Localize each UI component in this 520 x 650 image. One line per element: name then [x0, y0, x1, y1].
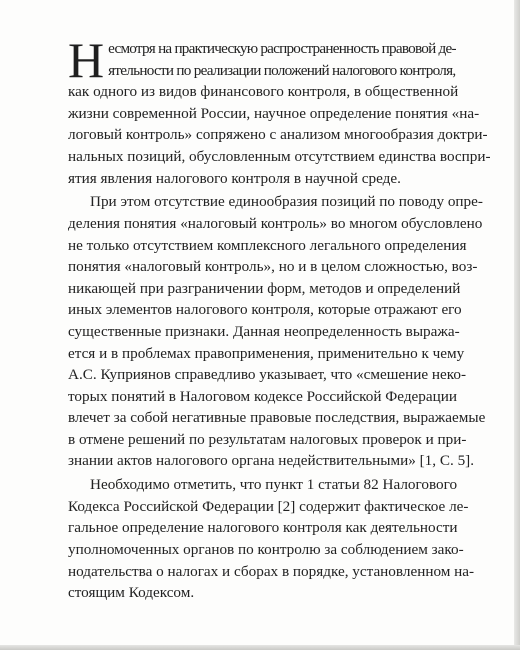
paragraph-2 — [68, 191, 496, 472]
paragraph-line: логовый контроль» сопряжено с анализом многообразия доктри- — [68, 126, 488, 144]
paragraph-line: понятия «налоговый контроль», но и в целом сложностью, воз- — [68, 258, 478, 276]
paragraph-line: торых понятий в Налоговом кодексе Российской Федерации — [68, 387, 458, 405]
paragraph-line: знании актов налогового органа недействительными» [1, С. 5]. — [68, 452, 475, 470]
paragraph-line: Необходимо отметить, что пункт 1 статьи 82 Налогового — [90, 476, 458, 494]
page-bottom-shadow — [0, 645, 520, 650]
paragraph-line: есмотря на практическую распространенность правовой де- — [108, 40, 456, 57]
paragraph-line: А.С. Куприянов справедливо указывает, что «смешение неко- — [68, 366, 467, 384]
drop-cap-letter: Н — [68, 32, 105, 88]
paragraph-line: нодательства о налогах и сборах в порядке, установленном на- — [68, 562, 475, 580]
paragraph-line: жизни современной России, научное определение понятия «на- — [68, 104, 480, 122]
paragraph-line: При этом отсутствие единообразия позиций по поводу опре- — [90, 193, 483, 211]
paragraph-line: влечет за собой негативные правовые последствия, выражаемые — [68, 409, 486, 427]
paragraph-line: деления понятия «налоговый контроль» во многом обусловлено — [68, 214, 483, 232]
paragraph-line: стоящим Кодексом. — [68, 584, 195, 602]
paragraph-line: Кодекса Российской Федерации [2] содержит фактическое ле- — [68, 497, 469, 515]
paragraph-line: существенные признаки. Данная неопределенность выража- — [68, 322, 460, 340]
paragraph-line: гальное определение налогового контроля как деятельности — [68, 519, 458, 537]
paragraph-1 — [68, 32, 496, 189]
paragraph-line: никающей при разграничении форм, методов и определений — [68, 279, 461, 297]
page-edge-shadow — [514, 0, 520, 650]
paragraph-line: не только отсутствием комплексного легального определения — [68, 236, 467, 254]
paragraph-3 — [68, 474, 496, 604]
paragraph-line: уполномоченных органов по контролю за соблюдением зако- — [68, 541, 464, 559]
paragraph-line: как одного из видов финансового контроля, в общественной — [68, 83, 459, 101]
paragraph-line: в отмене решений по результатам налоговых проверок и при- — [68, 430, 467, 448]
paragraph-line: ятельности по реализации положений налогового контроля, — [108, 61, 456, 79]
paragraph-line: ятия явления налогового контроля в научной среде. — [68, 169, 401, 187]
paragraph-line: ется и в проблемах правоприменения, применительно к чему — [68, 344, 465, 362]
paragraph-line: нальных позиций, обусловленным отсутствием единства воспри- — [68, 147, 491, 165]
document-body — [68, 32, 496, 606]
paragraph-line: иных элементов налогового контроля, которые отражают его — [68, 301, 462, 319]
